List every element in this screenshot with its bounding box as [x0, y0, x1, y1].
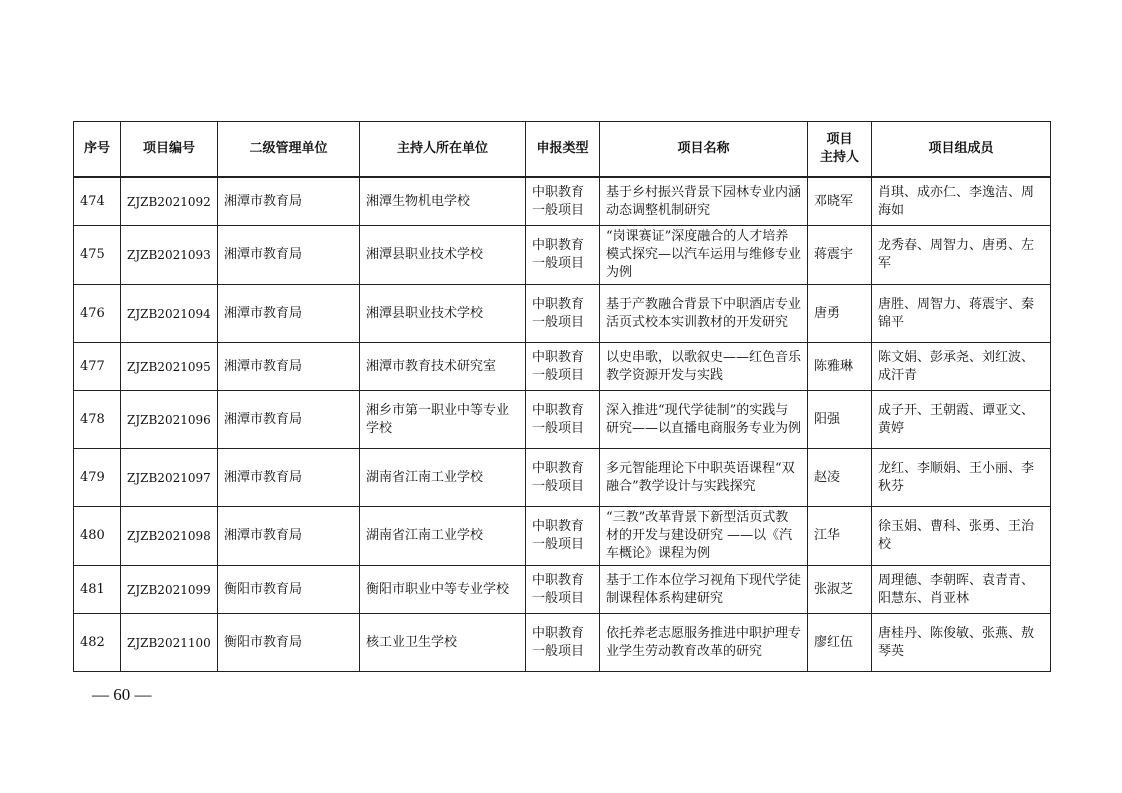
cell-project-name: 基于乡村振兴背景下园林专业内涵动态调整机制研究 [600, 177, 808, 226]
cell-members: 周理德、李朝晖、袁青青、阳慧东、肖亚林 [872, 566, 1051, 614]
table-header-row [74, 122, 1051, 178]
cell-index: 481 [74, 566, 121, 614]
table-row [74, 226, 1051, 285]
cell-application-type: 中职教育一般项目 [526, 614, 600, 672]
header-host: 项目 主持人 [808, 122, 872, 178]
cell-host: 江华 [808, 507, 872, 566]
table-row [74, 449, 1051, 507]
cell-application-type: 中职教育一般项目 [526, 343, 600, 391]
cell-index: 480 [74, 507, 121, 566]
cell-project-name: 基于工作本位学习视角下现代学徒制课程体系构建研究 [600, 566, 808, 614]
cell-host-unit: 湖南省江南工业学校 [360, 507, 526, 566]
cell-project-code: ZJZB2021094 [121, 285, 218, 343]
cell-project-name: 深入推进“现代学徒制”的实践与研究——以直播电商服务专业为例 [600, 391, 808, 449]
table-row [74, 177, 1051, 226]
cell-index: 475 [74, 226, 121, 285]
cell-management-unit: 湘潭市教育局 [218, 507, 360, 566]
cell-host-unit: 湘潭市教育技术研究室 [360, 343, 526, 391]
cell-project-code: ZJZB2021098 [121, 507, 218, 566]
cell-management-unit: 湘潭市教育局 [218, 226, 360, 285]
cell-application-type: 中职教育一般项目 [526, 391, 600, 449]
cell-host: 廖红伍 [808, 614, 872, 672]
cell-project-code: ZJZB2021092 [121, 177, 218, 226]
cell-index: 477 [74, 343, 121, 391]
cell-members: 唐胜、周智力、蒋震宇、秦锦平 [872, 285, 1051, 343]
cell-host-unit: 湘潭生物机电学校 [360, 177, 526, 226]
cell-application-type: 中职教育一般项目 [526, 507, 600, 566]
cell-project-code: ZJZB2021100 [121, 614, 218, 672]
table-row [74, 614, 1051, 672]
cell-project-code: ZJZB2021099 [121, 566, 218, 614]
project-table [73, 121, 1051, 672]
cell-members: 唐桂丹、陈俊敏、张燕、敖琴英 [872, 614, 1051, 672]
cell-application-type: 中职教育一般项目 [526, 449, 600, 507]
cell-members: 龙红、李顺娟、王小丽、李秋芬 [872, 449, 1051, 507]
cell-host-unit: 湘潭县职业技术学校 [360, 285, 526, 343]
cell-project-name: 基于产教融合背景下中职酒店专业活页式校本实训教材的开发研究 [600, 285, 808, 343]
header-members: 项目组成员 [872, 122, 1051, 178]
cell-application-type: 中职教育一般项目 [526, 285, 600, 343]
cell-project-name: 以史串歌，以歌叙史——红色音乐教学资源开发与实践 [600, 343, 808, 391]
page-number: — 60 — [92, 685, 152, 704]
header-management-unit: 二级管理单位 [218, 122, 360, 178]
cell-host-unit: 湘乡市第一职业中等专业学校 [360, 391, 526, 449]
cell-host: 陈雅琳 [808, 343, 872, 391]
cell-host: 张淑芝 [808, 566, 872, 614]
cell-index: 476 [74, 285, 121, 343]
cell-host: 赵凌 [808, 449, 872, 507]
cell-project-code: ZJZB2021096 [121, 391, 218, 449]
cell-project-name: “岗课赛证”深度融合的人才培养模式探究—以汽车运用与维修专业为例 [600, 226, 808, 285]
cell-project-code: ZJZB2021097 [121, 449, 218, 507]
cell-host-unit: 核工业卫生学校 [360, 614, 526, 672]
table-row [74, 507, 1051, 566]
table-row [74, 566, 1051, 614]
cell-project-code: ZJZB2021095 [121, 343, 218, 391]
header-host-unit: 主持人所在单位 [360, 122, 526, 178]
cell-management-unit: 湘潭市教育局 [218, 285, 360, 343]
cell-management-unit: 衡阳市教育局 [218, 614, 360, 672]
cell-members: 龙秀春、周智力、唐勇、左军 [872, 226, 1051, 285]
table-row [74, 285, 1051, 343]
cell-host: 唐勇 [808, 285, 872, 343]
header-application-type: 申报类型 [526, 122, 600, 178]
cell-index: 474 [74, 177, 121, 226]
cell-project-name: 多元智能理论下中职英语课程“双融合”教学设计与实践探究 [600, 449, 808, 507]
header-index: 序号 [74, 122, 121, 178]
cell-host-unit: 衡阳市职业中等专业学校 [360, 566, 526, 614]
header-project-code: 项目编号 [121, 122, 218, 178]
cell-index: 478 [74, 391, 121, 449]
cell-application-type: 中职教育一般项目 [526, 226, 600, 285]
cell-members: 肖琪、成亦仁、李逸洁、周海如 [872, 177, 1051, 226]
cell-management-unit: 湘潭市教育局 [218, 449, 360, 507]
cell-index: 479 [74, 449, 121, 507]
cell-management-unit: 湘潭市教育局 [218, 177, 360, 226]
cell-members: 徐玉娟、曹科、张勇、王治校 [872, 507, 1051, 566]
table-row [74, 391, 1051, 449]
cell-host-unit: 湖南省江南工业学校 [360, 449, 526, 507]
cell-host-unit: 湘潭县职业技术学校 [360, 226, 526, 285]
cell-project-name: 依托养老志愿服务推进中职护理专业学生劳动教育改革的研究 [600, 614, 808, 672]
cell-host: 蒋震宇 [808, 226, 872, 285]
cell-host: 阳强 [808, 391, 872, 449]
cell-host: 邓晓军 [808, 177, 872, 226]
table-row [74, 343, 1051, 391]
cell-members: 成子开、王朝霞、谭亚文、黄婷 [872, 391, 1051, 449]
cell-management-unit: 衡阳市教育局 [218, 566, 360, 614]
cell-application-type: 中职教育一般项目 [526, 177, 600, 226]
cell-project-name: “三教”改革背景下新型活页式教材的开发与建设研究 ——以《汽车概论》课程为例 [600, 507, 808, 566]
cell-index: 482 [74, 614, 121, 672]
cell-members: 陈文娟、彭承尧、刘红波、成汗青 [872, 343, 1051, 391]
cell-management-unit: 湘潭市教育局 [218, 391, 360, 449]
cell-project-code: ZJZB2021093 [121, 226, 218, 285]
cell-management-unit: 湘潭市教育局 [218, 343, 360, 391]
cell-application-type: 中职教育一般项目 [526, 566, 600, 614]
header-project-name: 项目名称 [600, 122, 808, 178]
